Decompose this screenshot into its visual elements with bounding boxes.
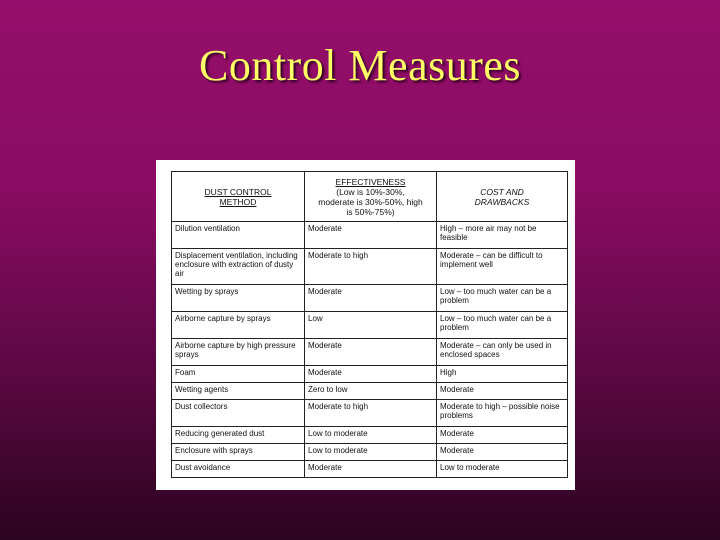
cell-cost: Moderate <box>437 444 568 461</box>
cell-effectiveness: Low to moderate <box>305 444 437 461</box>
cell-effectiveness: Moderate to high <box>305 249 437 285</box>
table-row <box>172 366 568 383</box>
cell-effectiveness: Moderate <box>305 461 437 478</box>
cell-effectiveness: Low <box>305 312 437 339</box>
header-line: METHOD <box>219 196 257 207</box>
cell-method: Airborne capture by sprays <box>172 312 305 339</box>
cell-effectiveness: Low to moderate <box>305 427 437 444</box>
cell-method: Enclosure with sprays <box>172 444 305 461</box>
header-line: (Low is 10%-30%, <box>336 186 405 197</box>
cell-cost: Moderate <box>437 383 568 400</box>
cell-cost: High – more air may not be feasible <box>437 222 568 249</box>
cell-method: Dust avoidance <box>172 461 305 478</box>
table-row <box>172 383 568 400</box>
header-line: DRAWBACKS <box>474 196 530 207</box>
table-row <box>172 444 568 461</box>
cell-effectiveness: Moderate <box>305 366 437 383</box>
cell-cost: Moderate – can only be used in enclosed spaces <box>437 339 568 366</box>
header-line: moderate is 30%-50%, high <box>318 196 423 207</box>
cell-cost: High <box>437 366 568 383</box>
cell-effectiveness: Moderate to high <box>305 400 437 427</box>
header-line: is 50%-75%) <box>346 206 395 217</box>
control-measures-table <box>171 171 568 478</box>
header-line: EFFECTIVENESS <box>335 176 406 187</box>
cell-method: Wetting agents <box>172 383 305 400</box>
header-effectiveness <box>305 172 437 222</box>
table-row <box>172 312 568 339</box>
table-row <box>172 249 568 285</box>
cell-effectiveness: Moderate <box>305 222 437 249</box>
cell-effectiveness: Moderate <box>305 285 437 312</box>
header-cost-and-drawbacks <box>437 172 568 222</box>
cell-effectiveness: Zero to low <box>305 383 437 400</box>
table-header-row <box>172 172 568 222</box>
cell-cost: Moderate to high – possible noise problems <box>437 400 568 427</box>
table-row <box>172 339 568 366</box>
header-dust-control-method <box>172 172 305 222</box>
table-row <box>172 461 568 478</box>
cell-method: Dilution ventilation <box>172 222 305 249</box>
cell-method: Wetting by sprays <box>172 285 305 312</box>
cell-cost: Low – too much water can be a problem <box>437 285 568 312</box>
cell-method: Displacement ventilation, including enclosure with extraction of dusty air <box>172 249 305 285</box>
cell-cost: Low to moderate <box>437 461 568 478</box>
cell-cost: Moderate <box>437 427 568 444</box>
cell-method: Airborne capture by high pressure sprays <box>172 339 305 366</box>
cell-cost: Moderate – can be difficult to implement well <box>437 249 568 285</box>
table-panel <box>156 160 575 490</box>
table-row <box>172 222 568 249</box>
cell-method: Reducing generated dust <box>172 427 305 444</box>
slide-title: Control Measures <box>198 41 522 90</box>
header-line: DUST CONTROL <box>204 186 272 197</box>
cell-method: Foam <box>172 366 305 383</box>
cell-effectiveness: Moderate <box>305 339 437 366</box>
header-line: COST AND <box>480 186 524 197</box>
cell-cost: Low – too much water can be a problem <box>437 312 568 339</box>
cell-method: Dust collectors <box>172 400 305 427</box>
table-row <box>172 400 568 427</box>
table-row <box>172 427 568 444</box>
table-row <box>172 285 568 312</box>
